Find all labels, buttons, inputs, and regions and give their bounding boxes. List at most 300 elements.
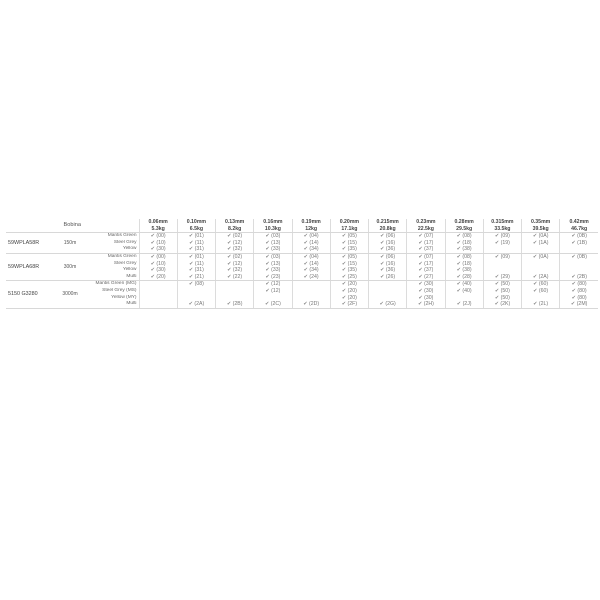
variant-code: (36)	[385, 267, 396, 274]
availability-cell	[522, 267, 560, 274]
size-kg: 12kg	[292, 226, 330, 233]
check-icon: ✔	[571, 287, 576, 294]
availability-cell	[330, 240, 368, 247]
availability-cell	[254, 261, 292, 268]
check-icon: ✔	[571, 239, 576, 246]
check-icon: ✔	[341, 273, 347, 280]
availability-cell	[139, 240, 177, 247]
check-icon: ✔	[265, 239, 270, 246]
variant-code: (2B)	[232, 301, 243, 308]
variant-code: (15)	[347, 260, 357, 267]
availability-cell	[292, 274, 330, 281]
variant-code: (2K)	[500, 301, 511, 308]
availability-cell	[369, 281, 407, 288]
variant-code: (50)	[500, 281, 510, 288]
availability-cell	[369, 240, 407, 247]
table-row	[6, 253, 598, 260]
availability-cell	[216, 261, 254, 268]
availability-cell	[292, 246, 330, 253]
size-kg: 22.5kg	[407, 226, 445, 233]
variant-code: (00)	[156, 233, 166, 240]
check-icon: ✔	[303, 246, 308, 253]
availability-cell	[177, 288, 215, 295]
availability-cell	[560, 301, 598, 308]
check-icon: ✔	[532, 239, 538, 246]
check-icon: ✔	[571, 233, 576, 240]
availability-cell	[407, 288, 445, 295]
variant-code: (40)	[462, 287, 472, 294]
availability-cell	[254, 281, 292, 288]
check-icon: ✔	[341, 253, 347, 260]
availability-cell	[522, 274, 560, 281]
availability-cell	[483, 281, 521, 288]
table-row	[6, 267, 598, 274]
variant-code: (50)	[500, 294, 510, 301]
check-icon: ✔	[571, 281, 576, 288]
size-kg: 10.3kg	[254, 226, 292, 233]
size-mm: 0.16mm	[254, 219, 292, 226]
variant-code: (19)	[500, 239, 510, 246]
availability-cell	[445, 288, 483, 295]
color-name: Yellow	[82, 246, 139, 253]
check-icon: ✔	[341, 239, 347, 246]
availability-cell	[369, 267, 407, 274]
variant-code: (27)	[424, 273, 434, 280]
color-name: Mantis Green	[107, 253, 137, 259]
variant-code: (36)	[385, 246, 396, 253]
variant-code: (31)	[194, 246, 204, 253]
availability-cell	[330, 233, 368, 240]
availability-cell	[330, 261, 368, 268]
availability-cell	[407, 267, 445, 274]
variant-code: (30)	[156, 267, 166, 274]
check-icon: ✔	[227, 260, 232, 267]
availability-cell	[445, 246, 483, 253]
check-icon: ✔	[188, 267, 194, 274]
availability-cell	[407, 253, 445, 260]
check-icon: ✔	[150, 233, 155, 240]
availability-cell	[483, 288, 521, 295]
table-row	[6, 261, 598, 268]
check-icon: ✔	[227, 239, 232, 246]
check-icon: ✔	[571, 253, 576, 260]
availability-cell	[560, 288, 598, 295]
availability-cell	[177, 267, 215, 274]
variant-code: (03)	[271, 253, 281, 260]
variant-code: (60)	[538, 287, 549, 294]
availability-cell	[177, 246, 215, 253]
check-icon: ✔	[265, 287, 270, 294]
variant-code: (08)	[462, 253, 472, 260]
availability-cell	[216, 240, 254, 247]
variant-code: (08)	[462, 233, 472, 240]
variant-code: (25)	[347, 273, 357, 280]
variant-code: (17)	[424, 260, 434, 267]
variant-code: (02)	[232, 253, 243, 260]
size-kg: 46.7kg	[560, 226, 598, 233]
availability-cell	[560, 240, 598, 247]
check-icon: ✔	[227, 253, 232, 260]
check-icon: ✔	[226, 301, 232, 308]
variant-code: (30)	[424, 294, 434, 301]
check-icon: ✔	[188, 301, 193, 308]
availability-cell	[139, 261, 177, 268]
check-icon: ✔	[188, 233, 194, 240]
availability-cell	[216, 281, 254, 288]
variant-code: (13)	[271, 260, 281, 267]
check-icon: ✔	[303, 233, 308, 240]
availability-cell	[292, 240, 330, 247]
color-name: Multi	[82, 301, 139, 308]
check-icon: ✔	[303, 267, 308, 274]
availability-cell	[560, 233, 598, 240]
check-icon: ✔	[456, 281, 461, 288]
check-icon: ✔	[571, 294, 576, 301]
check-icon: ✔	[532, 253, 538, 260]
availability-cell	[483, 274, 521, 281]
availability-cell	[330, 274, 368, 281]
availability-cell	[292, 261, 330, 268]
variant-code: (2F)	[347, 301, 358, 308]
availability-cell	[177, 261, 215, 268]
availability-cell	[483, 301, 521, 308]
variant-code: (14)	[309, 260, 319, 267]
variant-code: (09)	[500, 253, 510, 260]
variant-code: (0B)	[577, 233, 587, 240]
availability-cell	[254, 274, 292, 281]
spool-length: 3000m	[58, 281, 82, 308]
check-icon: ✔	[571, 273, 576, 280]
table-row	[6, 295, 598, 302]
check-icon: ✔	[456, 233, 461, 240]
availability-cell	[522, 261, 560, 268]
availability-cell	[292, 233, 330, 240]
availability-cell	[139, 288, 177, 295]
variant-code: (12)	[232, 239, 243, 246]
variant-code: (50)	[500, 287, 510, 294]
variant-code: (0A)	[538, 253, 549, 260]
variant-code: (02)	[232, 233, 243, 240]
variant-code: (1A)	[538, 239, 549, 246]
check-icon: ✔	[341, 294, 347, 301]
variant-code: (18)	[462, 260, 472, 267]
availability-cell	[177, 295, 215, 302]
availability-cell	[292, 253, 330, 260]
availability-cell	[369, 233, 407, 240]
variant-code: (04)	[309, 233, 319, 240]
availability-cell	[483, 246, 521, 253]
check-icon: ✔	[189, 260, 194, 267]
availability-cell	[139, 267, 177, 274]
variant-code: (80)	[577, 281, 587, 288]
variant-code: (04)	[309, 253, 319, 260]
check-icon: ✔	[303, 273, 308, 280]
variant-code: (30)	[424, 287, 434, 294]
availability-cell	[330, 295, 368, 302]
variant-code: (09)	[500, 233, 510, 240]
variant-code: (37)	[424, 267, 434, 274]
table-row	[6, 240, 598, 247]
check-icon: ✔	[264, 301, 270, 308]
variant-code: (33)	[271, 267, 281, 274]
variant-code: (21)	[194, 273, 204, 280]
availability-cell	[445, 240, 483, 247]
check-icon: ✔	[150, 267, 155, 274]
availability-cell	[216, 246, 254, 253]
availability-cell	[483, 253, 521, 260]
availability-cell	[216, 295, 254, 302]
availability-cell	[330, 288, 368, 295]
variant-code: (11)	[194, 260, 204, 267]
availability-cell	[522, 246, 560, 253]
availability-cell	[139, 274, 177, 281]
variant-code: (2C)	[270, 301, 281, 308]
check-icon: ✔	[418, 287, 423, 294]
variant-code: (22)	[232, 273, 243, 280]
check-icon: ✔	[265, 273, 270, 280]
color-name: Yellow (MY)	[111, 294, 137, 300]
availability-cell	[254, 240, 292, 247]
availability-cell	[407, 261, 445, 268]
variant-code: (14)	[309, 239, 319, 246]
availability-cell	[369, 261, 407, 268]
availability-cell	[483, 240, 521, 247]
check-icon: ✔	[418, 253, 423, 260]
availability-cell	[254, 253, 292, 260]
availability-cell	[522, 253, 560, 260]
color-name: Mantis Green	[107, 233, 137, 239]
availability-cell	[445, 295, 483, 302]
check-icon: ✔	[494, 281, 500, 288]
availability-cell	[254, 267, 292, 274]
variant-code: (29)	[500, 273, 510, 280]
size-mm: 0.35mm	[522, 219, 560, 226]
check-icon: ✔	[379, 301, 384, 308]
availability-cell	[292, 281, 330, 288]
check-icon: ✔	[189, 239, 194, 246]
check-icon: ✔	[341, 287, 347, 294]
product-spec-table	[6, 219, 598, 309]
availability-cell	[560, 267, 598, 274]
availability-cell	[522, 288, 560, 295]
availability-cell	[216, 301, 254, 308]
variant-code: (20)	[347, 281, 357, 288]
size-mm: 0.20mm	[330, 219, 368, 226]
availability-cell	[254, 246, 292, 253]
availability-cell	[254, 233, 292, 240]
variant-code: (40)	[462, 281, 472, 288]
variant-code: (0B)	[577, 253, 587, 260]
variant-code: (31)	[194, 267, 204, 274]
variant-code: (2J)	[462, 301, 472, 308]
check-icon: ✔	[456, 273, 461, 280]
color-name: Multi	[82, 274, 139, 281]
availability-cell	[560, 295, 598, 302]
check-icon: ✔	[341, 281, 347, 288]
table-row	[6, 301, 598, 308]
check-icon: ✔	[188, 253, 194, 260]
availability-cell	[177, 281, 215, 288]
check-icon: ✔	[341, 260, 347, 267]
check-icon: ✔	[380, 239, 385, 246]
check-icon: ✔	[494, 239, 500, 246]
variant-code: (17)	[424, 239, 434, 246]
check-icon: ✔	[341, 301, 347, 308]
check-icon: ✔	[380, 233, 385, 240]
color-name: Steel Grey (MS)	[102, 287, 137, 293]
check-icon: ✔	[456, 253, 461, 260]
availability-cell	[522, 240, 560, 247]
variant-code: (01)	[194, 233, 204, 240]
variant-code: (10)	[156, 239, 166, 246]
availability-cell	[445, 233, 483, 240]
availability-cell	[330, 281, 368, 288]
size-mm: 0.23mm	[407, 219, 445, 226]
model-name: 5150 G3280	[6, 281, 58, 308]
check-icon: ✔	[418, 281, 423, 288]
availability-cell	[139, 246, 177, 253]
variant-code: (30)	[424, 281, 434, 288]
check-icon: ✔	[456, 246, 461, 253]
check-icon: ✔	[380, 253, 385, 260]
check-icon: ✔	[303, 239, 308, 246]
size-mm: 0.28mm	[445, 219, 483, 226]
check-icon: ✔	[456, 267, 461, 274]
size-kg: 6.5kg	[177, 226, 215, 233]
availability-cell	[216, 274, 254, 281]
check-icon: ✔	[417, 301, 423, 308]
size-kg: 33.5kg	[483, 226, 521, 233]
variant-code: (20)	[347, 287, 357, 294]
check-icon: ✔	[418, 260, 423, 267]
check-icon: ✔	[188, 273, 194, 280]
check-icon: ✔	[150, 273, 155, 280]
variant-code: (03)	[271, 233, 281, 240]
availability-cell	[139, 281, 177, 288]
check-icon: ✔	[418, 267, 423, 274]
variant-code: (2H)	[423, 301, 434, 308]
size-kg: 17.1kg	[330, 226, 368, 233]
availability-cell	[139, 233, 177, 240]
availability-cell	[522, 301, 560, 308]
availability-cell	[407, 301, 445, 308]
size-kg: 39.5kg	[522, 226, 560, 233]
check-icon: ✔	[456, 287, 461, 294]
size-kg: 20.8kg	[369, 226, 407, 233]
color-name: Steel Grey	[113, 260, 137, 266]
availability-cell	[483, 261, 521, 268]
model-name: 59WPLA58R	[6, 233, 58, 254]
availability-cell	[330, 301, 368, 308]
model-name: 59WPLA68R	[6, 253, 58, 280]
check-icon: ✔	[227, 233, 232, 240]
variant-code: (34)	[309, 246, 319, 253]
check-icon: ✔	[150, 253, 155, 260]
variant-code: (35)	[347, 267, 357, 274]
availability-cell	[177, 301, 215, 308]
variant-code: (06)	[385, 253, 396, 260]
corner-label: Bobina	[6, 219, 139, 233]
check-icon: ✔	[227, 267, 232, 274]
availability-cell	[483, 233, 521, 240]
variant-code: (06)	[385, 233, 396, 240]
check-icon: ✔	[265, 260, 270, 267]
size-mm: 0.19mm	[292, 219, 330, 226]
availability-cell	[177, 274, 215, 281]
size-kg: 29.5kg	[445, 226, 483, 233]
variant-code: (07)	[424, 253, 434, 260]
size-kg: 5.3kg	[139, 226, 177, 233]
check-icon: ✔	[150, 260, 155, 267]
variant-code: (16)	[385, 239, 396, 246]
availability-cell	[139, 301, 177, 308]
size-mm: 0.42mm	[560, 219, 598, 226]
check-icon: ✔	[341, 233, 347, 240]
color-name: Steel Grey	[113, 239, 137, 245]
availability-cell	[445, 274, 483, 281]
variant-code: (60)	[538, 281, 549, 288]
variant-code: (16)	[385, 260, 396, 267]
check-icon: ✔	[418, 246, 423, 253]
variant-code: (30)	[156, 246, 166, 253]
variant-code: (20)	[156, 273, 166, 280]
check-icon: ✔	[341, 246, 347, 253]
check-icon: ✔	[150, 246, 155, 253]
availability-cell	[445, 253, 483, 260]
availability-cell	[560, 261, 598, 268]
variant-code: (07)	[424, 233, 434, 240]
availability-cell	[292, 301, 330, 308]
check-icon: ✔	[418, 239, 423, 246]
variant-code: (2G)	[385, 301, 396, 308]
check-icon: ✔	[227, 246, 232, 253]
check-icon: ✔	[265, 233, 270, 240]
variant-code: (38)	[462, 246, 472, 253]
variant-code: (26)	[385, 273, 396, 280]
check-icon: ✔	[303, 260, 308, 267]
variant-code: (12)	[232, 260, 243, 267]
variant-code: (01)	[194, 253, 204, 260]
availability-cell	[216, 267, 254, 274]
header-row-size	[6, 219, 598, 226]
check-icon: ✔	[456, 301, 462, 308]
variant-code: (2B)	[577, 273, 587, 280]
variant-code: (35)	[347, 246, 357, 253]
availability-cell	[369, 253, 407, 260]
availability-cell	[292, 288, 330, 295]
availability-cell	[445, 267, 483, 274]
availability-cell	[560, 253, 598, 260]
check-icon: ✔	[533, 281, 538, 288]
variant-code: (20)	[347, 294, 357, 301]
variant-code: (0A)	[538, 233, 549, 240]
variant-code: (32)	[232, 246, 243, 253]
variant-code: (34)	[309, 267, 319, 274]
availability-cell	[445, 301, 483, 308]
availability-cell	[292, 267, 330, 274]
variant-code: (2A)	[538, 273, 549, 280]
check-icon: ✔	[188, 281, 194, 288]
variant-code: (2M)	[576, 301, 588, 308]
availability-cell	[560, 246, 598, 253]
check-icon: ✔	[341, 267, 347, 274]
variant-code: (80)	[577, 287, 587, 294]
availability-cell	[522, 281, 560, 288]
check-icon: ✔	[265, 253, 270, 260]
variant-code: (08)	[194, 281, 204, 288]
availability-cell	[407, 281, 445, 288]
variant-code: (33)	[271, 246, 281, 253]
